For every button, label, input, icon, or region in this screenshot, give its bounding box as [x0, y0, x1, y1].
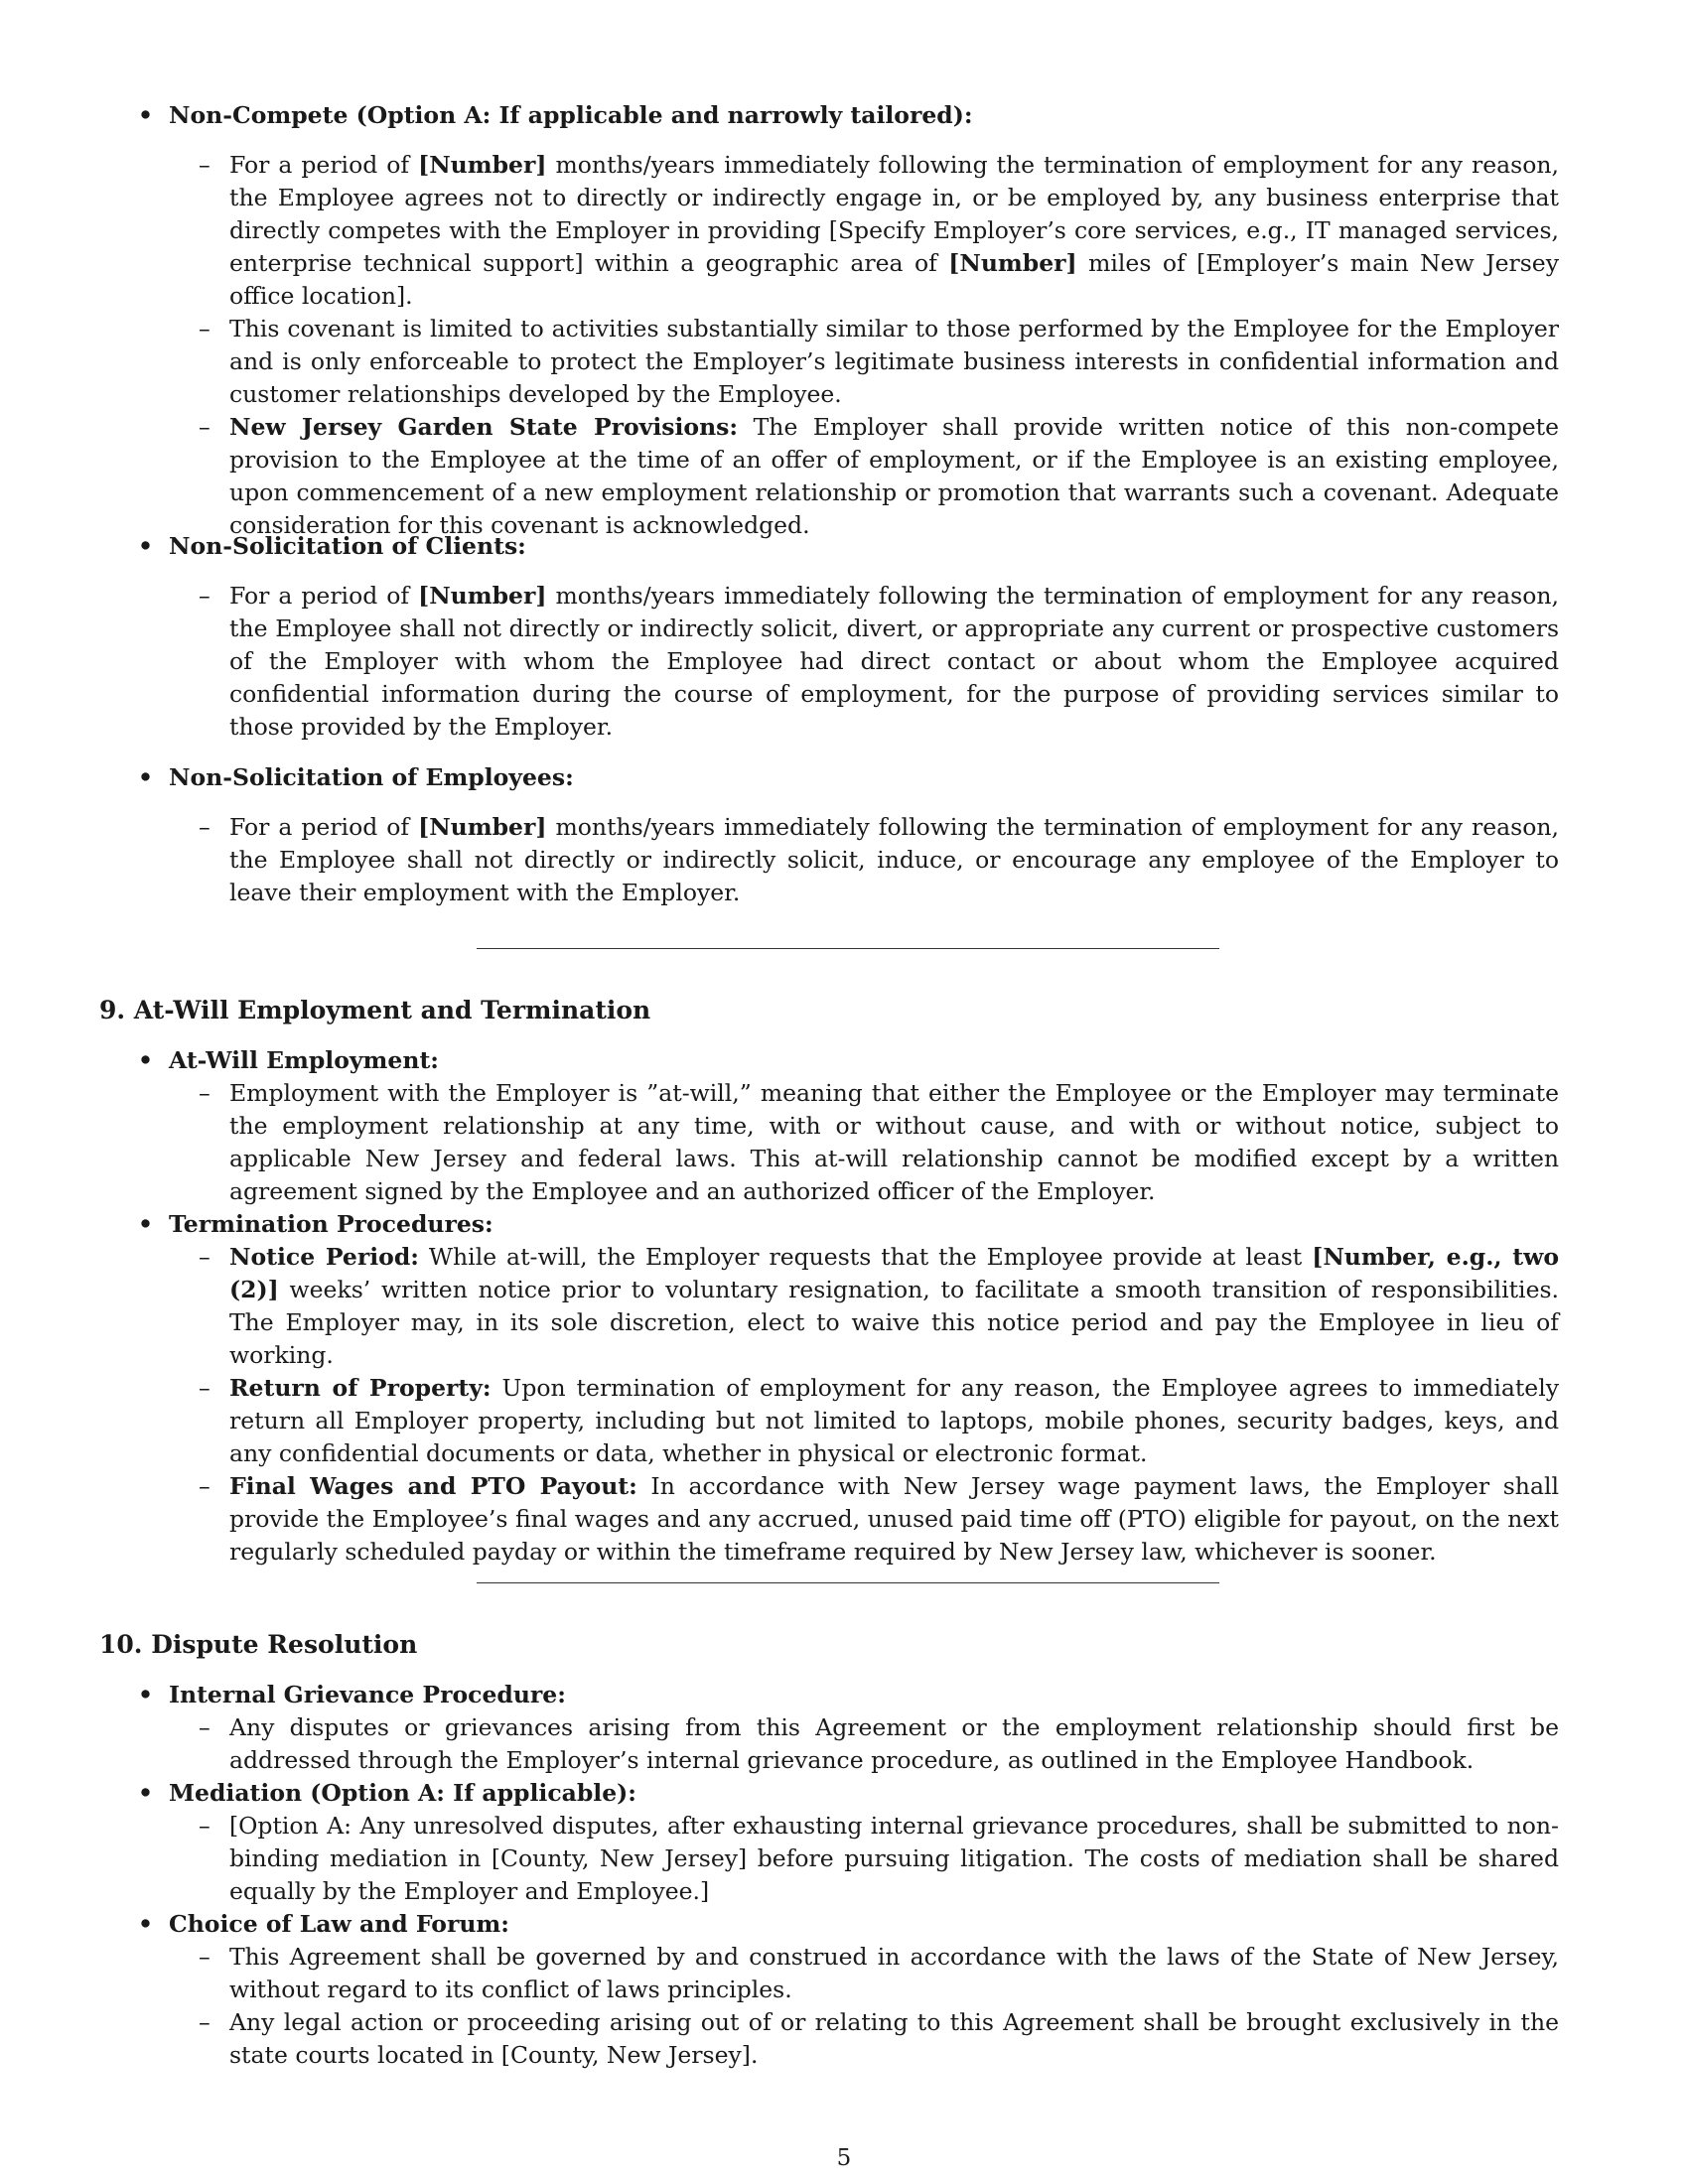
choice-of-law-item-2: – Any legal action or proceeding arising out of or relating to this Agreement shall be brought exclusively in the state courts located in [County, New Jersey].	[199, 2008, 1559, 2069]
atwill-item-1: – Employment with the Employer is ”at-will,” meaning that either the Employee or the Employer may terminate the employment relationship at any time, with or without cause, and with or without notice, subject to applicable New Jersey and federal laws. This at-will relationship cannot be modified except by a written agreement signed by the Employee and an authorized officer of the Employer.	[199, 1079, 1559, 1205]
termination-heading: • Termination Procedures:	[138, 1210, 493, 1238]
mediation-list	[99, 1810, 1589, 1908]
noncompete-list	[99, 149, 1589, 542]
noncompete-heading: • Non-Compete (Option A: If applicable and narrowly tailored):	[99, 99, 1589, 132]
grievance-list	[99, 1711, 1589, 1777]
noncompete-item-3: – New Jersey Garden State Provisions: The Employer shall provide written notice of this non-compete provision to the Employee at the time of an offer of employment, or if the Employee is an existing employee, upon commencement of a new employment relationship or promotion that warrants such a covenant. Adequate consideration for this covenant is acknowledged.	[199, 413, 1559, 539]
choice-of-law-list	[99, 1941, 1589, 2072]
mediation-heading: • Mediation (Option A: If applicable):	[138, 1779, 636, 1807]
section-divider	[477, 1582, 1219, 1583]
atwill-heading: • At-Will Employment:	[138, 1046, 439, 1074]
nonsolicit-clients-item-1: – For a period of [Number] months/years immediately following the termination of employment for any reason, the Employee shall not directly or indirectly solicit, divert, or appropriate any current or prospective customers of the Employer with whom the Employee had direct contact or about whom the Employee acquired confidential information during the course of employment, for the purpose of providing services similar to those provided by the Employer.	[199, 582, 1559, 741]
noncompete-item-1: – For a period of [Number] months/years immediately following the termination of employment for any reason, the Employee agrees not to directly or indirectly engage in, or be employed by, any business enterprise that directly competes with the Employer in providing [Specify Employer’s core services, e.g., IT managed services, enterprise technical support] within a geographic area of [Number] miles of [Employer’s main New Jersey office location].	[199, 151, 1559, 310]
section-10-body	[99, 1679, 1589, 2072]
nonsolicit-clients-list	[99, 580, 1589, 744]
nonsolicit-clients-heading: • Non-Solicitation of Clients:	[138, 532, 526, 560]
noncompete-item-2: – This covenant is limited to activities substantially similar to those performed by the Employee for the Employer and is only enforceable to protect the Employer’s legitimate business interests in confidential information and customer relationships developed by the Employee.	[199, 315, 1559, 408]
noncompete-section	[99, 99, 1589, 542]
nonsolicit-employees-section	[99, 761, 1589, 909]
mediation-item-1: – [Option A: Any unresolved disputes, after exhausting internal grievance procedures, shall be submitted to non-binding mediation in [County, New Jersey] before pursuing litigation. The costs of mediation shall be shared equally by the Employer and Employee.]	[199, 1812, 1559, 1905]
nonsolicit-employees-list	[99, 811, 1589, 909]
page-number: 5	[836, 2145, 852, 2171]
section-9-title: 9. At-Will Employment and Termination	[99, 996, 651, 1024]
atwill-list	[99, 1077, 1589, 1208]
notice-period-item: – Notice Period: While at-will, the Employer requests that the Employee provide at least [Number, e.g., two (2)] weeks’ written notice prior to voluntary resignation, to facilitate a smooth transition of responsibilities. The Employer may, in its sole discretion, elect to waive this notice period and pay the Employee in lieu of working.	[199, 1243, 1559, 1369]
section-divider	[477, 948, 1219, 949]
return-property-item: – Return of Property: Upon termination of employment for any reason, the Employee agrees to immediately return all Employer property, including but not limited to laptops, mobile phones, security badges, keys, and any confidential documents or data, whether in physical or electronic format.	[199, 1374, 1559, 1467]
section-9-body	[99, 1044, 1589, 1569]
bullet-marker: •	[138, 101, 154, 129]
final-wages-item: – Final Wages and PTO Payout: In accordance with New Jersey wage payment laws, the Employer shall provide the Employee’s final wages and any accrued, unused paid time off (PTO) eligible for payout, on the next regularly scheduled payday or within the timeframe required by New Jersey law, whichever is sooner.	[199, 1472, 1559, 1566]
section-10-title: 10. Dispute Resolution	[99, 1630, 418, 1659]
termination-list	[99, 1241, 1589, 1569]
grievance-heading: • Internal Grievance Procedure:	[138, 1681, 566, 1708]
nonsolicit-employees-heading: • Non-Solicitation of Employees:	[138, 763, 574, 791]
grievance-item-1: – Any disputes or grievances arising from this Agreement or the employment relationship should first be addressed through the Employer’s internal grievance procedure, as outlined in the Employee Handbook.	[199, 1713, 1559, 1774]
choice-of-law-heading: • Choice of Law and Forum:	[138, 1910, 509, 1938]
nonsolicit-employees-item-1: – For a period of [Number] months/years immediately following the termination of employment for any reason, the Employee shall not directly or indirectly solicit, induce, or encourage any employee of the Employer to leave their employment with the Employer.	[199, 813, 1559, 906]
nonsolicit-clients-section	[99, 530, 1589, 744]
choice-of-law-item-1: – This Agreement shall be governed by and construed in accordance with the laws of the State of New Jersey, without regard to its conflict of laws principles.	[199, 1943, 1559, 2003]
